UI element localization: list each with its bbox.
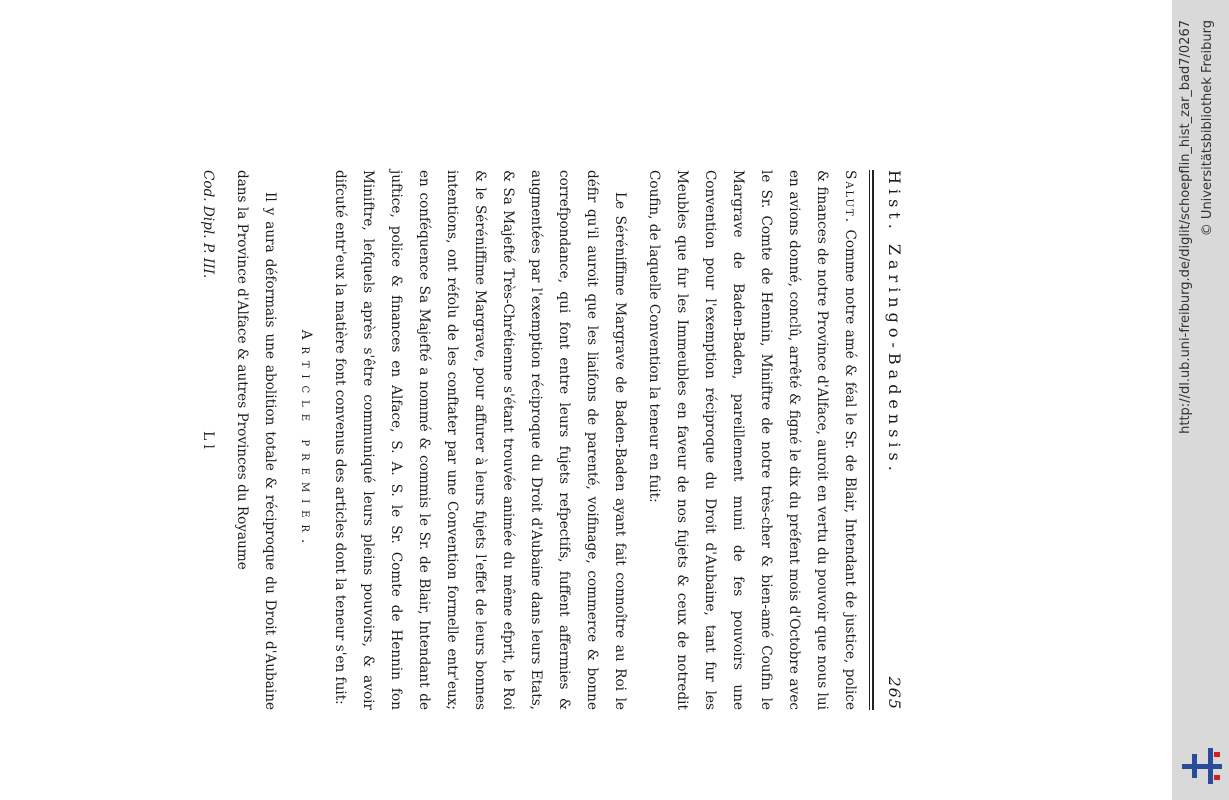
page-number: 265 bbox=[885, 676, 904, 710]
logo-accent-top bbox=[1214, 752, 1220, 757]
page-footer bbox=[194, 170, 222, 710]
logo-bar-horizontal bbox=[1182, 764, 1222, 769]
header-title: Hist. Zaringo-Badensis. bbox=[885, 170, 904, 476]
viewer-sidebar bbox=[1172, 0, 1229, 800]
logo-bar-left bbox=[1192, 754, 1197, 778]
sidebar-text bbox=[1172, 0, 1229, 800]
logo-bar-right bbox=[1208, 748, 1213, 784]
paragraph-1 bbox=[640, 170, 864, 710]
header-rule-thin bbox=[869, 170, 870, 710]
page-content bbox=[170, 170, 910, 710]
logo-accent-bottom bbox=[1214, 775, 1220, 780]
paragraph-1-text: Comme notre amé & féal le Sr. de Blair, Intendant de justice, police & finances de notre Province d'Alface, auroit en vertu du pouvoir que nous lui en avions donné, conclû, arrêté & figné le dix du préfent mois d'Octobre avec le Sr. Comte de Hennin, Miniftre de notre très-cher & bien-amé Coufin le Margrave de Baden-Baden, pareillement muni de fes pouvoirs une Convention pour l'exemption réciproque du Droit d'Aubaine, tant fur les Meubles que fur les Immeubles en faveur de nos fujets & ceux de notredit Coufin, de laquelle Convention la teneur en fuit: bbox=[646, 170, 858, 711]
header-rule bbox=[872, 170, 874, 710]
copyright-notice: © Universitätsbibliothek Freiburg bbox=[1200, 20, 1215, 237]
paragraph-3: Il y aura déformais une abolition totale & réciproque du Droit d'Aubaine dans la Province d'Alface & autres Provinces du Royaume bbox=[234, 170, 278, 710]
signature-mark: L l bbox=[200, 431, 216, 449]
article-heading: Article premier. bbox=[298, 329, 314, 551]
footer-reference: Cod. Dipl. P. III. bbox=[200, 170, 216, 279]
source-url[interactable]: http://dl.ub.uni-freiburg.de/diglit/schoepflin_hist_zar_bad7/0267 bbox=[1178, 20, 1193, 434]
ub-freiburg-logo-icon[interactable] bbox=[1182, 748, 1222, 784]
running-header bbox=[876, 170, 910, 710]
paragraph-2: Le Séréniffime Margrave de Baden-Baden ayant fait connoître au Roi le défir qu'il auroit que les liaifons de parenté, voifinage, commerce & bonne correfpondance, qui font entre leurs fujets refpectifs, fuffent affermies & augmentées par l'exemption réciproque du Droit d'Aubaine dans leurs Etats, & Sa Majefté Très-Chrétienne s'étant trouvée animée du même efprit, le Roi & le Séréniffime Margrave, pour affurer à leurs fujets l'effet de leurs bonnes intentions, ont réfolu de les conftater par une Convention formelle entr'eux; en conféquence Sa Majefté a nommé & commis le Sr. de Blair, Intendant de juftice, police & finances en Alface, S. A. S. le Sr. Comte de Hennin fon Miniftre, lefquels après s'être communiqué leurs pleins pouvoirs, & avoir difcuté entr'eux la matière font convenus des articles dont la teneur s'en fuit: bbox=[332, 170, 628, 710]
salut-lead: Salut. bbox=[842, 170, 858, 225]
page-body bbox=[194, 170, 864, 710]
